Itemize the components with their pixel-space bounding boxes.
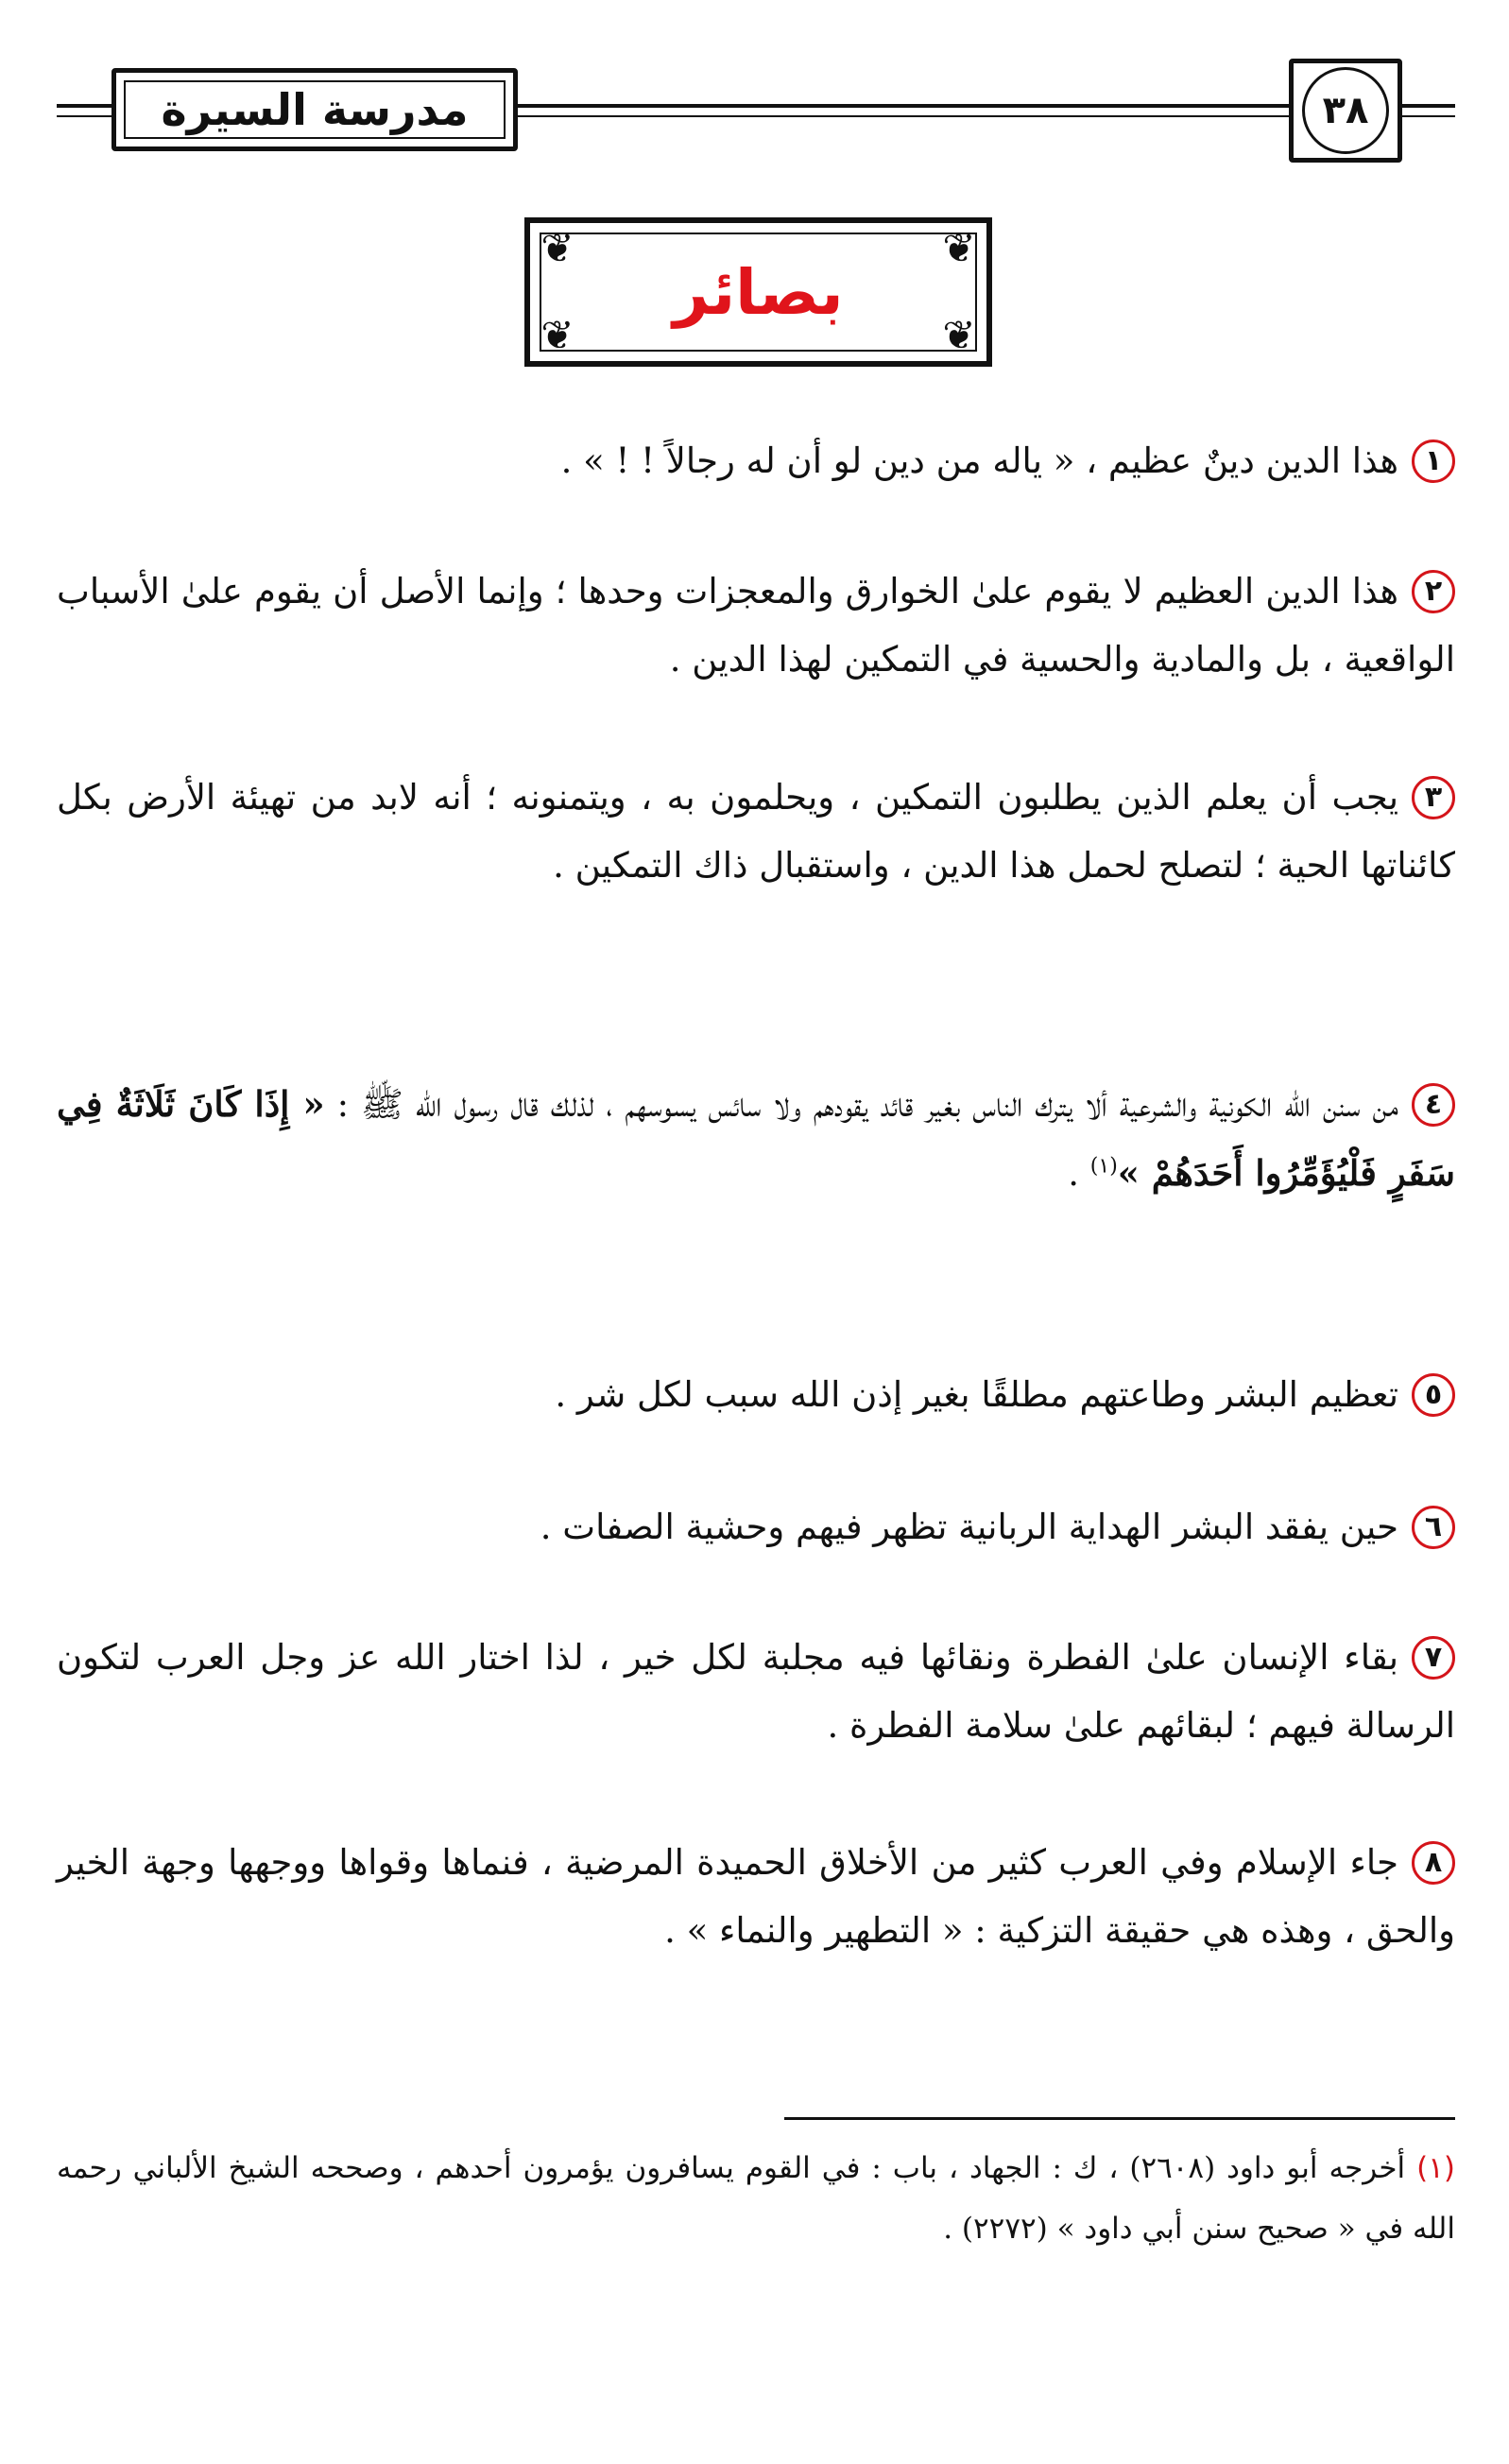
footnote-number: (١): [1416, 2151, 1455, 2185]
point-number-badge: ٣: [1412, 776, 1455, 819]
point-text: حين يفقد البشر الهداية الربانية تظهر فيهم وحشية الصفات .: [540, 1507, 1398, 1547]
section-title: بصائر: [673, 255, 844, 329]
point-3: [57, 764, 1455, 900]
point-number-badge: ١: [1412, 439, 1455, 483]
corner-ornament-icon: ❦: [942, 225, 976, 271]
corner-ornament-icon: ❦: [540, 312, 574, 358]
point-text: هذا الدين العظيم لا يقوم علىٰ الخوارق والمعجزات وحدها ؛ وإنما الأصل أن يقوم علىٰ الأسباب الواقعية ، بل والمادية والحسية في التمكين لهذا الدين .: [57, 571, 1455, 680]
point-text: جاء الإسلام وفي العرب كثير من الأخلاق الحميدة المرضية ، فنماها وقواها ووجهها وجهة الخير والحق ، وهذه هي حقيقة التزكية : « التطهير والنماء » .: [57, 1842, 1455, 1951]
point-text: هذا الدين دينٌ عظيم ، « ياله من دين لو أن له رجالاً ! ! » .: [560, 440, 1398, 481]
corner-ornament-icon: ❦: [942, 312, 976, 358]
header-rule-right-thin: [1402, 115, 1455, 117]
point-text: تعظيم البشر وطاعتهم مطلقًا بغير إذن الله سبب لكل شر .: [555, 1374, 1398, 1415]
point-text: يجب أن يعلم الذين يطلبون التمكين ، ويحلمون به ، ويتمنونه ؛ أنه لابد من تهيئة الأرض بكل كائناتها الحية ؛ لتصلح لحمل هذا الدين ، واستقبال ذاك التمكين .: [57, 777, 1455, 886]
point-8: [57, 1829, 1455, 1965]
header-rule-middle: [518, 104, 1289, 108]
footnote-text: أخرجه أبو داود (٢٦٠٨) ، ك : الجهاد ، باب : في القوم يسافرون يؤمرون أحدهم ، وصححه الشيخ الألباني رحمه الله في « صحيح سنن أبي داود » (٢٢٧٢) .: [57, 2151, 1455, 2246]
hadith-quote: « إِذَا كَانَ ثَلَاثَةٌ فِي سَفَرٍ فَلْيُؤَمِّرُوا أَحَدَهُمْ »: [57, 1083, 1455, 1194]
point-5: [57, 1361, 1455, 1429]
point-6: [57, 1493, 1455, 1561]
header-rule-right: [1402, 104, 1455, 108]
point-2: [57, 558, 1455, 694]
point-1: [57, 427, 1455, 495]
book-title: مدرسة السيرة: [161, 84, 469, 135]
point-number-badge: ٢: [1412, 570, 1455, 613]
corner-ornament-icon: ❦: [540, 225, 574, 271]
footnote: [57, 2138, 1455, 2259]
page-number: ٣٨: [1302, 67, 1389, 154]
footnote-separator: [784, 2117, 1455, 2120]
book-title-inner-border: [124, 80, 506, 139]
section-title-box: [524, 217, 992, 367]
point-number-badge: ٨: [1412, 1841, 1455, 1885]
point-4: [57, 1070, 1455, 1208]
point-number-badge: ٤: [1412, 1083, 1455, 1127]
footnote-reference: (١): [1089, 1154, 1118, 1179]
point-text: بقاء الإنسان علىٰ الفطرة ونقائها فيه مجلبة لكل خير ، لذا اختار الله عز وجل العرب لتكون الرسالة فيهم ؛ لبقائهم علىٰ سلامة الفطرة .: [57, 1637, 1455, 1746]
section-title-inner-border: [540, 233, 977, 352]
point-number-badge: ٥: [1412, 1373, 1455, 1417]
point-text-end: .: [1068, 1153, 1090, 1194]
header-rule-left: [57, 104, 113, 108]
header-rule-left-thin: [57, 115, 113, 117]
header-rule-middle-thin: [518, 115, 1289, 117]
point-text: من سنن الله الكونية والشرعية ألا يترك الناس بغير قائد يقودهم ولا سائس يسوسهم ، لذلك قال رسول الله ﷺ :: [324, 1084, 1398, 1125]
point-number-badge: ٦: [1412, 1506, 1455, 1549]
page-number-frame: [1289, 59, 1402, 163]
point-number-badge: ٧: [1412, 1636, 1455, 1680]
book-title-frame: [111, 68, 518, 151]
point-7: [57, 1624, 1455, 1760]
